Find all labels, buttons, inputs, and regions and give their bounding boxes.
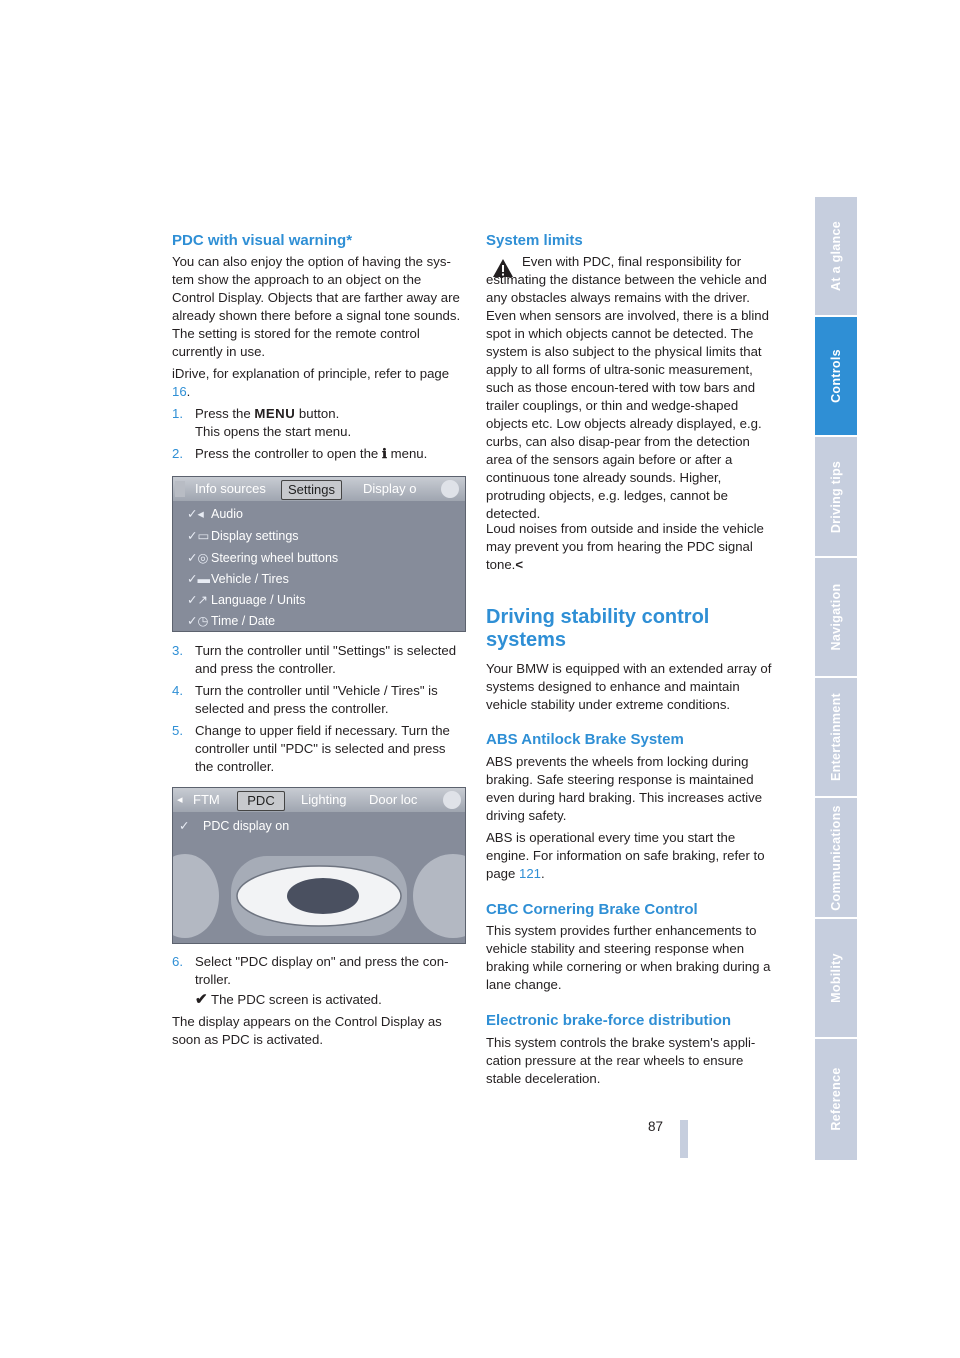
pdc-intro-paragraph: You can also enjoy the option of having the sys-tem show the approach to an object on the Control Display. Objects that are farther away are already shown there before a signal tone sounds. The setting is stored for the remote control currently in use.: [172, 254, 461, 359]
controller-icon: [443, 791, 461, 809]
idrive-reference: iDrive, for explanation of principle, refer to page 16.: [172, 366, 450, 399]
screen2-tabbar: [173, 788, 465, 812]
step-6: [172, 953, 466, 1009]
ebd-heading: Electronic brake-force distribution: [486, 1012, 732, 1029]
sidebar-label: Entertainment: [829, 693, 843, 781]
step-6-note-text: The PDC screen is activated.: [211, 992, 382, 1007]
controller-icon: [441, 480, 459, 498]
system-limits-heading: System limits: [486, 232, 583, 249]
step-4-text: Turn the controller until "Vehicle / Tires" is selected and press the controller.: [195, 683, 438, 716]
step-5-text: Change to upper field if necessary. Turn the controller until "PDC" is selected and press the controller.: [195, 723, 450, 774]
sidebar-tab-controls[interactable]: [815, 317, 857, 437]
page-number-bar: [680, 1120, 688, 1158]
checkmark-icon: ✔: [195, 991, 208, 1008]
tab-display-options[interactable]: Display o: [363, 481, 417, 496]
abs-paragraph-2: ABS is operational every time you start the engine. For information on safe braking, refer to page 121.: [486, 830, 765, 881]
menu-item-vehicle-tires[interactable]: [187, 569, 289, 589]
menu-item-steering-wheel-buttons[interactable]: [187, 548, 338, 568]
sidebar-label: Navigation: [829, 583, 843, 651]
pdc-visual-warning-heading: PDC with visual warning*: [172, 232, 353, 249]
tab-pdc[interactable]: PDC: [237, 791, 285, 811]
page-number: 87: [648, 1119, 664, 1134]
step-number: 4.: [172, 683, 183, 698]
menu-key-label: MENU: [254, 406, 296, 421]
pdc-screen-screenshot: [172, 787, 466, 944]
step-4: [172, 682, 466, 718]
info-icon: ℹ: [381, 446, 387, 461]
checkmark-icon: ✓: [179, 819, 190, 833]
step-3: [172, 642, 466, 678]
step-1-text: Press the: [195, 406, 251, 421]
step-number: 2.: [172, 446, 183, 461]
audio-icon: ✓◂: [187, 507, 204, 521]
menu-item-time-date[interactable]: [187, 611, 275, 631]
sidebar-label: At a glance: [829, 221, 843, 291]
step-3-text: Turn the controller until "Settings" is selected and press the controller.: [195, 643, 457, 676]
idrive-reference-text: iDrive, for explanation of principle, refer to page: [172, 366, 450, 381]
driving-stability-heading: Driving stability control systems: [486, 606, 710, 651]
sidebar-tab-communications[interactable]: [815, 799, 857, 919]
steering-wheel-icon: ✓◎: [187, 551, 209, 565]
tab-door-locks[interactable]: Door loc: [369, 792, 418, 807]
sidebar-label: Communications: [829, 805, 843, 911]
pdc-car-diagram: [173, 838, 465, 942]
language-icon: ✓↗: [187, 593, 208, 607]
tab-info-sources[interactable]: Info sources: [195, 481, 266, 496]
cbc-heading: CBC Cornering Brake Control: [486, 901, 698, 918]
tab-settings[interactable]: Settings: [281, 480, 342, 500]
tab-ftm[interactable]: FTM: [193, 792, 220, 807]
step-number: 5.: [172, 723, 183, 738]
page-link-16[interactable]: 16: [172, 384, 187, 399]
menu-item-display-settings[interactable]: [187, 526, 299, 546]
menu-item-label: Steering wheel buttons: [211, 551, 339, 565]
clock-icon: ✓◷: [187, 614, 209, 628]
menu-item-label: Display settings: [211, 529, 299, 543]
page-link-121[interactable]: 121: [519, 866, 542, 881]
sidebar-label: Driving tips: [829, 460, 843, 534]
steps-list-a: [172, 405, 466, 463]
sidebar-label: Controls: [829, 349, 843, 403]
system-limits-text-2: Loud noises from outside and inside the vehicle may prevent you from hearing the PDC signal tone.: [486, 521, 764, 572]
cbc-paragraph: This system provides further enhancements to vehicle stability and steering response when braking while cornering or when braking during a lane change.: [486, 923, 771, 992]
steps-list-c: [172, 953, 466, 1009]
sidebar-tab-reference[interactable]: [815, 1040, 857, 1158]
vehicle-icon: ✓▬: [187, 572, 210, 586]
front-sensor-zone: [173, 854, 219, 938]
system-limits-paragraph-2: [486, 520, 778, 574]
sidebar-tab-at-a-glance[interactable]: [815, 197, 857, 317]
abs-heading: ABS Antilock Brake System: [486, 731, 684, 748]
menu-item-label: Language / Units: [211, 593, 306, 607]
abs-paragraph-1: ABS prevents the wheels from locking during braking. Safe steering response is maintained even during hard braking. This increases active driving safety.: [486, 754, 763, 823]
step-2: [172, 445, 466, 463]
sidebar-label: Mobility: [829, 953, 843, 1003]
step-2-text-end: menu.: [390, 446, 428, 461]
scroll-left-indicator: [175, 481, 185, 497]
tab-lighting[interactable]: Lighting: [301, 792, 347, 807]
step-1-text-end: button.: [298, 406, 340, 421]
closing-paragraph: The display appears on the Control Display as soon as PDC is activated.: [172, 1014, 442, 1047]
menu-item-language-units[interactable]: [187, 590, 306, 610]
end-marker: <: [515, 557, 524, 572]
pdc-display-on-label: PDC display on: [203, 819, 290, 833]
sidebar-label: Reference: [829, 1067, 843, 1131]
rear-sensor-zone: [413, 854, 465, 938]
menu-item-label: Audio: [211, 507, 243, 521]
step-6-text: Select "PDC display on" and press the con-troller.: [195, 954, 449, 987]
section-sidebar: [815, 197, 857, 1160]
step-number: 1.: [172, 406, 183, 421]
screen1-tabbar: [173, 477, 465, 501]
step-1: [172, 405, 466, 441]
sidebar-tab-entertainment[interactable]: [815, 678, 857, 798]
step-number: 3.: [172, 643, 183, 658]
system-limits-paragraph: Even with PDC, final responsibility for estimating the distance between the vehicle and any obstacles always remains with the driver. Even when sensors are involved, there is a blind spot in which objects cannot be detected. The system is also subject to the physical limits that apply to all forms of ultra-sonic measurement, such as those encoun-tered with tow bars and trailer couplings, or thin and wedge-shaped objects etc. Low objects already displayed, e.g. curbs, can also disap-pear from the detection area of the sensors again before or after a continuous tone already sounds. Higher, protruding objects, e.g. ledges, cannot be detected.: [486, 254, 769, 521]
menu-item-label: Vehicle / Tires: [211, 572, 289, 586]
sidebar-tab-driving-tips[interactable]: [815, 438, 857, 558]
abs-text-2: ABS is operational every time you start the engine. For information on safe braking, refer to page: [486, 830, 765, 881]
step-6-note: [195, 991, 466, 1009]
menu-item-label: Time / Date: [211, 614, 276, 628]
car-cabin: [287, 878, 359, 914]
scroll-left-icon: ◂: [177, 794, 183, 806]
ebd-paragraph: This system controls the brake system's appli-cation pressure at the rear wheels to ensure stable deceleration.: [486, 1035, 756, 1086]
pdc-display-on-item[interactable]: [179, 816, 289, 836]
driving-stability-paragraph: Your BMW is equipped with an extended array of systems designed to enhance and maintain vehicle stability under extreme conditions.: [486, 661, 772, 712]
sidebar-tab-navigation[interactable]: [815, 558, 857, 678]
step-1-line2: This opens the start menu.: [195, 424, 352, 439]
steps-list-b: [172, 642, 466, 776]
step-number: 6.: [172, 954, 183, 969]
sidebar-tab-mobility[interactable]: [815, 919, 857, 1039]
settings-menu-screenshot: [172, 476, 466, 632]
display-settings-icon: ✓▭: [187, 529, 210, 543]
step-2-text: Press the controller to open the: [195, 446, 379, 461]
menu-item-audio[interactable]: [187, 504, 243, 524]
step-5: [172, 722, 466, 776]
